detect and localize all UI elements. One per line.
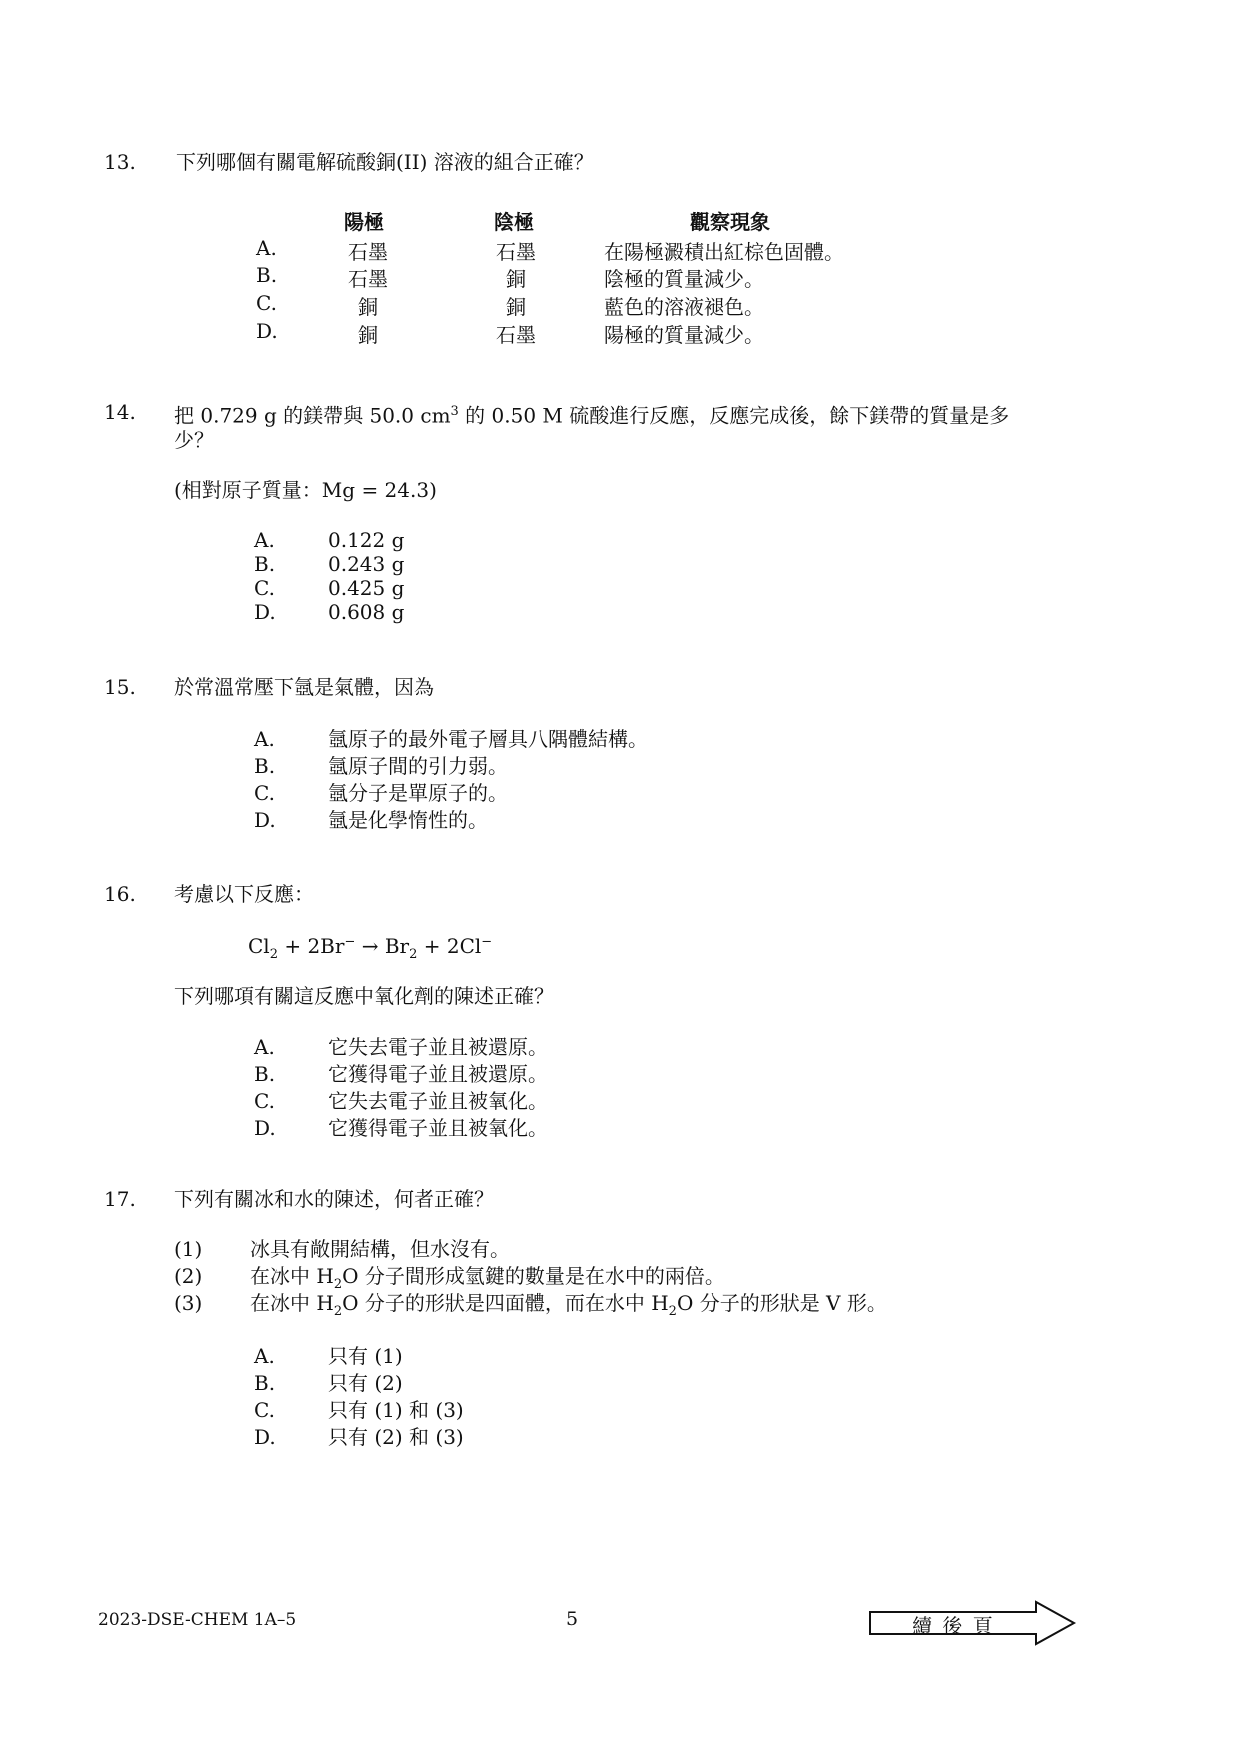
q14-option-text: 0.608 g — [328, 600, 405, 624]
eq-superscript: − — [344, 934, 356, 950]
q13-row-anode: 石墨 — [348, 267, 388, 291]
q14-stem-line1 — [174, 398, 1009, 430]
q15-option-text: 氬分子是單原子的。 — [328, 781, 508, 805]
q15-stem: 於常溫常壓下氬是氣體，因為 — [174, 675, 434, 699]
q17-stem: 下列有關冰和水的陳述，何者正確？ — [174, 1187, 494, 1211]
eq-part: + 2Br — [277, 934, 345, 958]
q17-option-text: 只有 (1) 和 (3) — [328, 1398, 464, 1422]
continue-label: 續 後 頁 — [912, 1614, 995, 1638]
q16-question: 下列哪項有關這反應中氧化劑的陳述正確？ — [174, 984, 554, 1008]
q14-stem-line2: 少？ — [174, 428, 214, 452]
q13-row-anode: 銅 — [358, 295, 378, 319]
q15-option-text: 氬是化學惰性的。 — [328, 808, 488, 832]
q16-equation — [248, 934, 492, 962]
q13-number: 13. — [104, 150, 136, 174]
eq-superscript: − — [481, 934, 493, 950]
q14-note: (相對原子質量：Mg = 24.3) — [174, 478, 437, 502]
paper-code: 2023-DSE-CHEM 1A–5 — [98, 1610, 297, 1630]
q17-option-letter: D. — [254, 1425, 276, 1449]
q17-statement-text — [250, 1289, 887, 1326]
q13-row-letter: C. — [256, 291, 277, 315]
q16-option-text: 它失去電子並且被氧化。 — [328, 1089, 548, 1113]
eq-part: Cl — [248, 934, 270, 958]
q14-option-letter: B. — [254, 552, 276, 576]
q16-stem: 考慮以下反應： — [174, 882, 314, 906]
eq-part: Br — [384, 934, 410, 958]
statement-part: 在冰中 H — [250, 1291, 334, 1315]
q13-header-observation: 觀察現象 — [690, 210, 770, 234]
q13-stem: 下列哪個有關電解硫酸銅(II) 溶液的組合正確？ — [176, 150, 594, 174]
q15-option-text: 氬原子的最外電子層具八隅體結構。 — [328, 727, 648, 751]
eq-subscript: 2 — [269, 947, 278, 962]
q14-option-letter: D. — [254, 600, 276, 624]
q13-row-letter: B. — [256, 263, 278, 287]
statement-part: O 分子的形狀是 V 形。 — [676, 1291, 887, 1315]
q13-header-anode: 陽極 — [344, 210, 384, 234]
q16-number: 16. — [104, 882, 136, 906]
q13-row-cathode: 銅 — [506, 267, 526, 291]
statement-part: O 分子的形狀是四面體，而在水中 H — [342, 1291, 669, 1315]
statement-part: 在冰中 H — [250, 1264, 334, 1288]
q13-row-observation: 藍色的溶液褪色。 — [604, 295, 764, 319]
statement-part: O 分子間形成氫鍵的數量是在水中的兩倍。 — [342, 1264, 725, 1288]
q14-option-letter: C. — [254, 576, 275, 600]
q15-option-letter: B. — [254, 754, 276, 778]
q16-option-text: 它獲得電子並且被還原。 — [328, 1062, 548, 1086]
q17-statement-text: 冰具有敞開結構，但水沒有。 — [250, 1237, 510, 1261]
q13-row-anode: 石墨 — [348, 240, 388, 264]
q17-option-text: 只有 (2) 和 (3) — [328, 1425, 464, 1449]
q14-stem-superscript: 3 — [450, 404, 459, 419]
q17-option-letter: B. — [254, 1371, 276, 1395]
q17-option-text: 只有 (1) — [328, 1344, 403, 1368]
q13-row-anode: 銅 — [358, 323, 378, 347]
q13-row-cathode: 石墨 — [496, 323, 536, 347]
q17-number: 17. — [104, 1187, 136, 1211]
statement-subscript: 2 — [668, 1304, 677, 1319]
page-number: 5 — [566, 1608, 579, 1630]
reaction-arrow-icon: → — [355, 934, 385, 958]
q13-row-letter: A. — [256, 236, 277, 260]
q14-option-letter: A. — [254, 528, 275, 552]
q14-number: 14. — [104, 400, 136, 424]
q17-option-letter: C. — [254, 1398, 275, 1422]
q13-row-cathode: 石墨 — [496, 240, 536, 264]
q13-row-letter: D. — [256, 319, 278, 343]
q13-row-observation: 陽極的質量減少。 — [604, 323, 764, 347]
q17-option-letter: A. — [254, 1344, 275, 1368]
q13-row-observation: 陰極的質量減少。 — [604, 267, 764, 291]
q17-option-text: 只有 (2) — [328, 1371, 403, 1395]
q15-option-letter: A. — [254, 727, 275, 751]
q16-option-letter: A. — [254, 1035, 275, 1059]
q16-option-letter: D. — [254, 1116, 276, 1140]
q13-row-cathode: 銅 — [506, 295, 526, 319]
eq-subscript: 2 — [409, 947, 418, 962]
q16-option-letter: C. — [254, 1089, 275, 1113]
q17-statement-number: (2) — [174, 1264, 203, 1288]
q15-option-letter: D. — [254, 808, 276, 832]
q14-stem-part: 把 0.729 g 的鎂帶與 50.0 cm — [174, 403, 451, 428]
q13-header-cathode: 陰極 — [494, 210, 534, 234]
q17-statement-number: (1) — [174, 1237, 203, 1261]
q14-stem-part: 的 0.50 M 硫酸進行反應，反應完成後，餘下鎂帶的質量是多 — [458, 403, 1010, 428]
q15-option-text: 氬原子間的引力弱。 — [328, 754, 508, 778]
q14-option-text: 0.122 g — [328, 528, 405, 552]
q15-option-letter: C. — [254, 781, 275, 805]
eq-part: + 2Cl — [417, 934, 482, 958]
q16-option-letter: B. — [254, 1062, 276, 1086]
statement-subscript: 2 — [333, 1277, 343, 1292]
q17-statement-number: (3) — [174, 1291, 203, 1315]
q14-option-text: 0.425 g — [328, 576, 405, 600]
continue-next-page-arrow — [868, 1600, 1078, 1646]
q16-option-text: 它失去電子並且被還原。 — [328, 1035, 548, 1059]
q16-option-text: 它獲得電子並且被氧化。 — [328, 1116, 548, 1140]
q15-number: 15. — [104, 675, 136, 699]
q14-option-text: 0.243 g — [328, 552, 405, 576]
q13-row-observation: 在陽極澱積出紅棕色固體。 — [604, 240, 844, 264]
statement-subscript: 2 — [333, 1304, 343, 1319]
